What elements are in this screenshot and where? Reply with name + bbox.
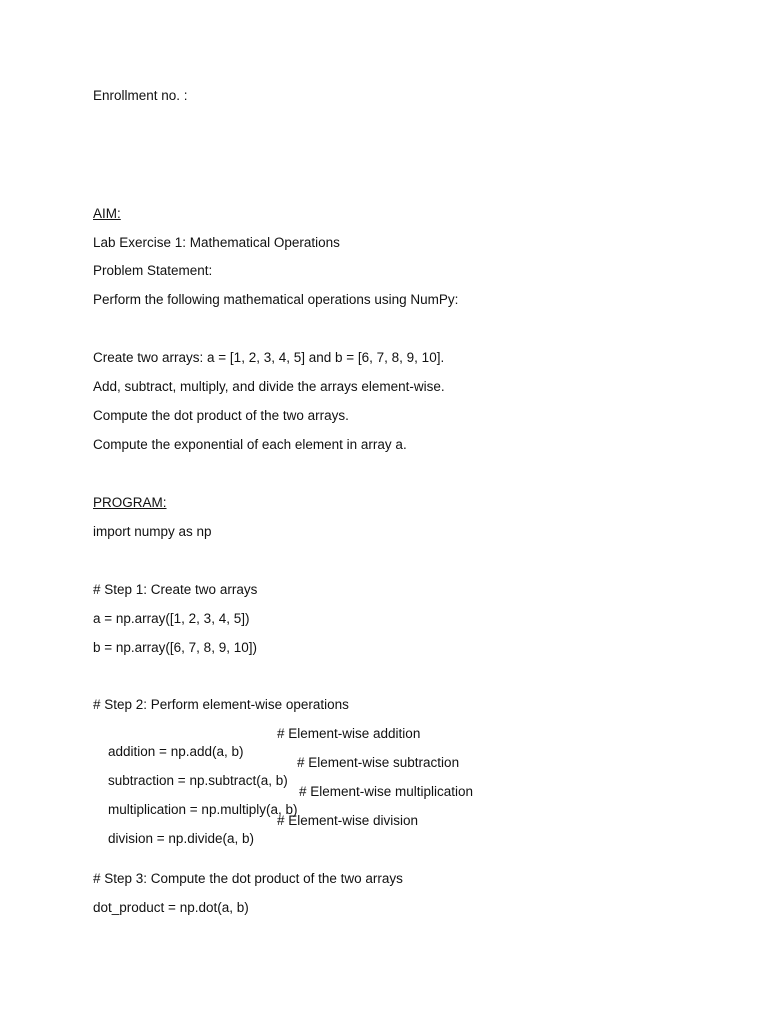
code-text: multiplication = np.multiply(a, b) xyxy=(108,802,298,817)
code-line: dot_product = np.dot(a, b) xyxy=(93,900,249,915)
code-line-addition xyxy=(93,725,593,759)
inline-comment: # Element-wise subtraction xyxy=(297,755,460,770)
task-item: Add, subtract, multiply, and divide the arrays element-wise. xyxy=(93,379,445,394)
inline-comment: # Element-wise division xyxy=(277,813,419,828)
lab-title: Lab Exercise 1: Mathematical Operations xyxy=(93,235,340,250)
code-line-import: import numpy as np xyxy=(93,524,212,539)
problem-intro: Perform the following mathematical operations using NumPy: xyxy=(93,292,459,307)
task-item: Create two arrays: a = [1, 2, 3, 4, 5] and b = [6, 7, 8, 9, 10]. xyxy=(93,350,445,365)
code-line-division xyxy=(93,812,593,846)
code-line: b = np.array([6, 7, 8, 9, 10]) xyxy=(93,640,257,655)
aim-heading: AIM: xyxy=(93,206,121,221)
code-line-multiplication xyxy=(93,783,613,817)
code-line: a = np.array([1, 2, 3, 4, 5]) xyxy=(93,611,250,626)
enrollment-label: Enrollment no. : xyxy=(93,88,188,103)
step1-comment: # Step 1: Create two arrays xyxy=(93,582,258,597)
code-text: division = np.divide(a, b) xyxy=(108,831,254,846)
step2-comment: # Step 2: Perform element-wise operations xyxy=(93,697,349,712)
code-text: subtraction = np.subtract(a, b) xyxy=(108,773,288,788)
task-item: Compute the dot product of the two arrays. xyxy=(93,408,349,423)
problem-statement-label: Problem Statement: xyxy=(93,263,213,278)
inline-comment: # Element-wise addition xyxy=(277,726,421,741)
task-item: Compute the exponential of each element in array a. xyxy=(93,437,407,452)
inline-comment: # Element-wise multiplication xyxy=(299,784,474,799)
program-heading: PROGRAM: xyxy=(93,495,167,510)
code-text: addition = np.add(a, b) xyxy=(108,744,244,759)
code-line-subtraction xyxy=(93,754,593,788)
step3-comment: # Step 3: Compute the dot product of the two arrays xyxy=(93,871,403,886)
